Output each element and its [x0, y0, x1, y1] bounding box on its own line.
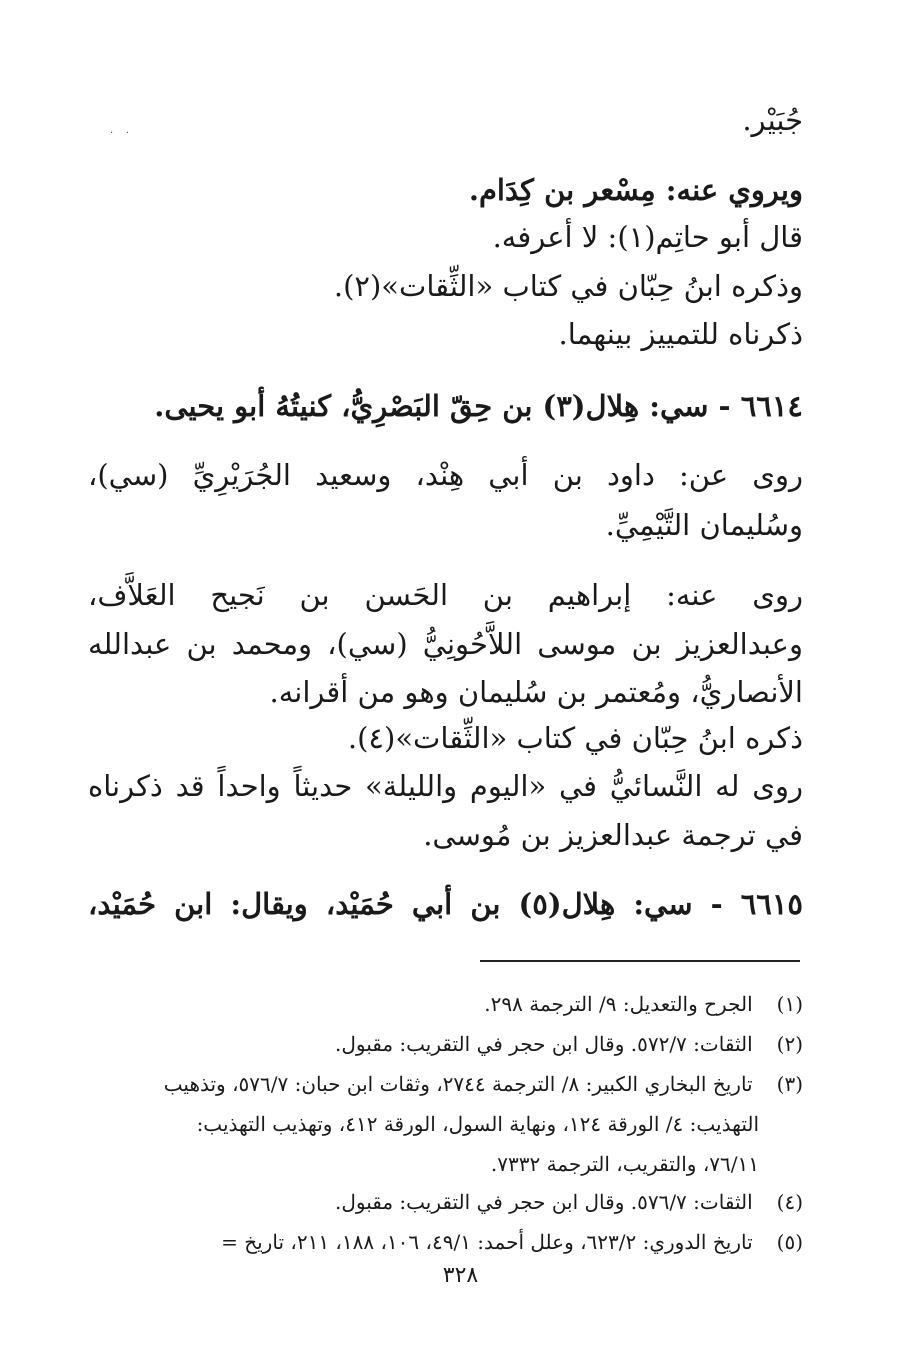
footnote-text: الثقات: ٥٧٢/٧. وقال ابن حجر في التقريب: مقبول.: [334, 1032, 753, 1056]
text-line-9: روى عنه: إبراهيم بن الحَسن بن نَجيح العَلاَّف،: [88, 578, 803, 612]
text-line-12: ذكره ابنُ حِبّان في كتاب «الثِّقات»(٤).: [347, 721, 803, 755]
text-line-11: الأنصاريُّ، ومُعتمر بن سُليمان وهو من أقرانه.: [269, 675, 803, 709]
footnote-number: (٢): [776, 1032, 803, 1056]
page-number: ٣٢٨: [442, 1263, 479, 1288]
text-line-8: وسُليمان التَّيْمِيِّ.: [605, 508, 803, 542]
footnote-1: [88, 990, 803, 1018]
footnote-4: [88, 1188, 803, 1216]
text-line-2: ويروي عنه: مِسْعر بن كِدَام.: [468, 173, 803, 207]
entry-heading-6614: ٦٦١٤ - سي: هِلال(٣) بن حِقّ البَصْرِيُّ، كنيتُهُ أبو يحيى.: [154, 389, 803, 423]
footnote-text: تاريخ البخاري الكبير: ٨/ الترجمة ٢٧٤٤، وثقات ابن حبان: ٥٧٦/٧، وتذهيب: [163, 1072, 753, 1096]
footnote-text: الجرح والتعديل: ٩/ الترجمة ٢٩٨.: [484, 992, 753, 1016]
entry-heading-6615: ٦٦١٥ - سي: هِلال(٥) بن أبي حُمَيْد، ويقال: ابن حُمَيْد،: [88, 887, 803, 921]
stray-marks: · ·: [110, 128, 130, 139]
footnote-number: (١): [776, 992, 803, 1016]
text-line-7: روى عن: داود بن أبي هِنْد، وسعيد الجُرَيْرِيِّ (سي)،: [88, 458, 803, 492]
footnote-3: [88, 1070, 803, 1098]
footnote-number: (٥): [776, 1230, 803, 1254]
footnote-number: (٣): [776, 1072, 803, 1096]
text-line-3: قال أبو حاتِم(١): لا أعرفه.: [492, 220, 803, 254]
text-line-5: ذكرناه للتمييز بينهما.: [558, 317, 803, 351]
text-line-13: روى له النَّسائيُّ في «اليوم والليلة» حديثاً واحداً قد ذكرناه: [88, 769, 803, 803]
text-line-14: في ترجمة عبدالعزيز بن مُوسى.: [423, 818, 803, 852]
footnote-3-continuation: ٧٦/١١، والتقريب، الترجمة ٧٣٣٢.: [490, 1152, 759, 1176]
footnote-text: تاريخ الدوري: ٦٢٣/٢، وعلل أحمد: ٤٩/١، ١٠٦، ١٨٨، ٢١١، تاريخ =: [221, 1230, 753, 1254]
footnote-number: (٤): [776, 1190, 803, 1214]
footnote-separator: [480, 960, 800, 962]
text-line-10: وعبدالعزيز بن موسى اللاَّحُونِيُّ (سي)، ومحمد بن عبدالله: [88, 627, 803, 661]
footnote-2: [88, 1030, 803, 1058]
text-line-1: جُبَيْر.: [742, 103, 803, 137]
text-line-4: وذكره ابنُ حِبّان في كتاب «الثِّقات»(٢).: [333, 269, 803, 303]
footnote-5: [88, 1228, 803, 1256]
footnote-3-continuation: التهذيب: ٤/ الورقة ١٢٤، ونهاية السول، الورقة ٤١٢، وتهذيب التهذيب:: [196, 1112, 759, 1136]
footnote-text: الثقات: ٥٧٦/٧. وقال ابن حجر في التقريب: مقبول.: [334, 1190, 753, 1214]
